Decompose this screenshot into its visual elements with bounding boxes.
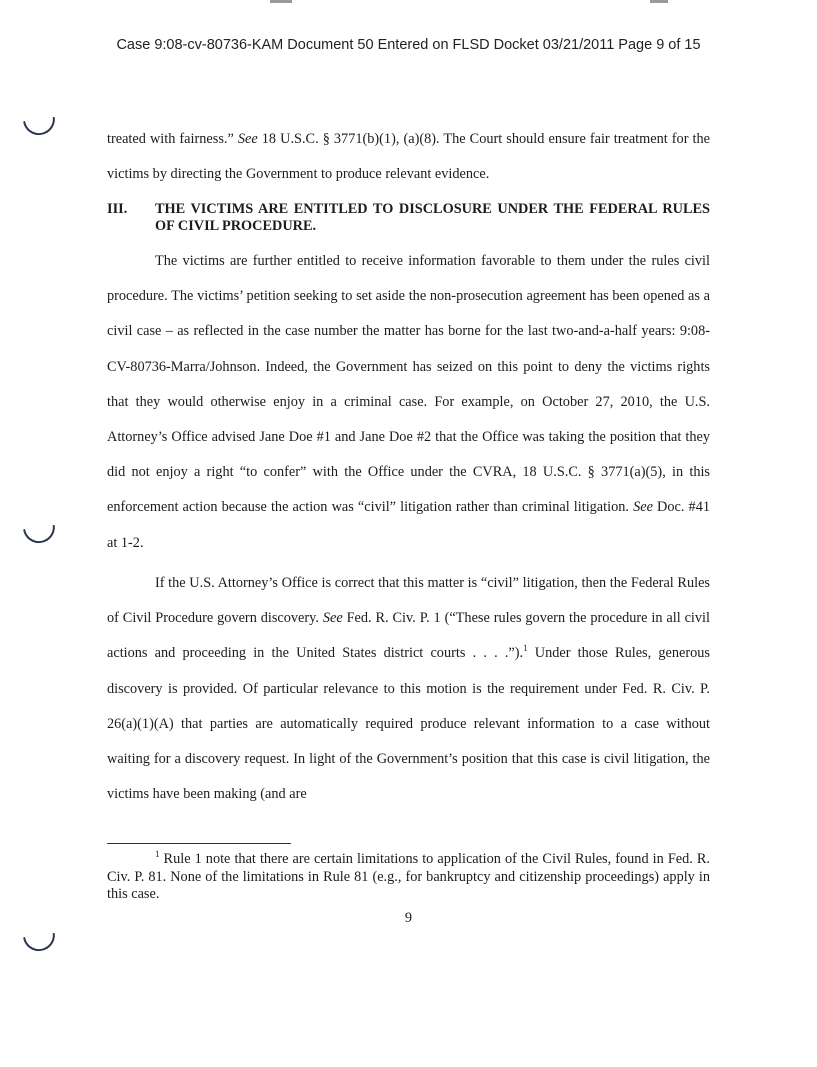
- binder-hole-mark: [23, 117, 57, 137]
- binder-hole-mark: [23, 525, 57, 545]
- see-signal: See: [633, 499, 653, 516]
- section-title: THE VICTIMS ARE ENTITLED TO DISCLOSURE UNDER THE FEDERAL RULES OF CIVIL PROCEDURE.: [155, 201, 710, 234]
- section-number: III.: [107, 201, 128, 217]
- page-number: 9: [404, 910, 413, 926]
- scan-artifact: [270, 0, 292, 3]
- footnote-marker: 1: [155, 849, 160, 860]
- docket-header: Case 9:08-cv-80736-KAM Document 50 Entered on FLSD Docket 03/21/2011 Page 9 of 15: [116, 37, 701, 53]
- paragraph-discovery: If the U.S. Attorney’s Office is correct that this matter is “civil” litigation, then the Federal Rules of Civil Procedure govern discovery. See Fed. R. Civ. P. 1 (“These rules govern the procedure in all civil actions and proceeding in the United States district courts . . . .”).$^1$ Under those Rules, generous discovery is provided. Of particular relevance to this motion is the requirement under Fed. R. Civ. P. 26(a)(1)(A) that parties are automatically required produce relevant information to a case without waiting for a discovery request. In light of the Government’s position that this case is civil litigation, the victims have been making (and are: [107, 575, 710, 803]
- paragraph-civil-procedure: The victims are further entitled to receive information favorable to them under the rules civil procedure. The victims’ petition seeking to set aside the non-prosecution agreement has been opened as a civil case – as reflected in the case number the matter has borne for the last two-and-a-half years: 9:08-CV-80736-Marra/Johnson. Indeed, the Government has seized on this point to deny the victims rights that they would otherwise enjoy in a criminal case. For example, on October 27, 2010, the U.S. Attorney’s Office advised Jane Doe #1 and Jane Doe #2 that the Office was taking the position that they did not enjoy a right “to confer” with the Office under the CVRA, 18 U.S.C. § 3771(a)(5), in this enforcement action because the action was “civil” litigation rather than criminal litigation. See Doc. #41 at 1-2.: [107, 253, 710, 551]
- footnote-reference: 1: [523, 643, 528, 654]
- footnote-1: $^1$ Rule 1 note that there are certain limitations to application of the Civil Rules, found in Fed. R. Civ. P. 81. None of the limitations in Rule 81 (e.g., for bankruptcy and citizenship proceedings) apply in this case.: [107, 849, 710, 902]
- binder-hole-mark: [23, 933, 57, 953]
- see-signal: See: [237, 131, 258, 147]
- footnote-divider: [107, 843, 291, 844]
- see-signal: See: [322, 610, 343, 627]
- scan-artifact: [650, 0, 668, 3]
- section-heading: [107, 201, 710, 235]
- paragraph-fairness: treated with fairness.” See 18 U.S.C. § 3771(b)(1), (a)(8). The Court should ensure fair treatment for the victims by directing the Government to produce relevant evidence.: [107, 131, 710, 183]
